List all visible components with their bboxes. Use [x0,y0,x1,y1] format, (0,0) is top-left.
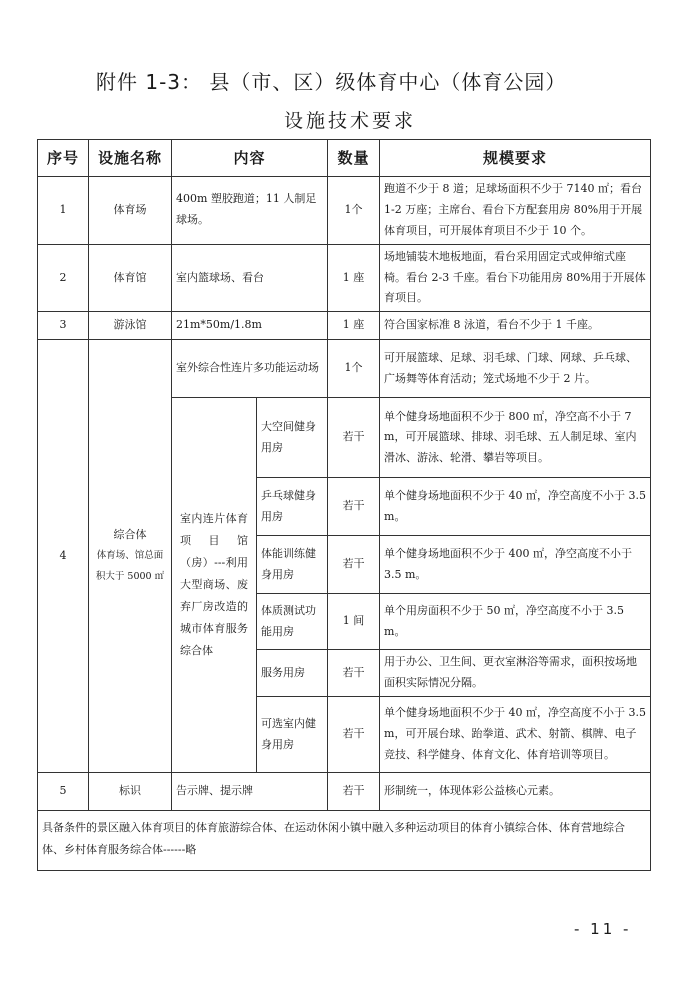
header-qty: 数量 [328,140,380,177]
row2-seq: 2 [38,244,89,312]
row1-content: 400m 塑胶跑道；11 人制足球场。 [172,177,328,245]
table-row [38,244,651,312]
row4-sub6-name: 可选室内健身用房 [257,697,328,773]
row5-seq: 5 [38,773,89,811]
table-note-row [38,811,651,871]
row4-sub5-name: 服务用房 [257,650,328,697]
row5-req: 形制统一，体现体彩公益核心元素。 [380,773,651,811]
row4-outdoor-req: 可开展篮球、足球、羽毛球、门球、网球、乒乓球、广场舞等体育活动；笼式场地不少于 2 片。 [380,340,651,398]
row3-seq: 3 [38,312,89,340]
header-content: 内容 [172,140,328,177]
header-seq: 序号 [38,140,89,177]
row4-sub1-req: 单个健身场地面积不少于 800 ㎡，净空高不小于 7 m，可开展篮球、排球、羽毛球、五人制足球、室内滑冰、游泳、轮滑、攀岩等项目。 [380,398,651,478]
row4-sub4-qty: 1 间 [328,594,380,650]
row5-name: 标识 [89,773,172,811]
table-row [38,177,651,245]
row2-req: 场地铺装木地板地面，看台采用固定式或伸缩式座椅。看台 2-3 千座。看台下功能用房 80%用于开展体育项目。 [380,244,651,312]
row4-sub2-qty: 若干 [328,478,380,536]
row5-qty: 若干 [328,773,380,811]
row1-req: 跑道不少于 8 道；足球场面积不少于 7140 ㎡；看台 1-2 万座；主席台、看台下方配套用房 80%用于开展体育项目，可开展体育项目不少于 10 个。 [380,177,651,245]
row4-outdoor-qty: 1个 [328,340,380,398]
table-row [38,773,651,811]
row4-name: 综合体 [113,527,147,541]
row4-sub1-qty: 若干 [328,398,380,478]
row4-sub6-qty: 若干 [328,697,380,773]
row4-sub6-req: 单个健身场地面积不少于 40 ㎡，净空高度不小于 3.5 m，可开展台球、跆拳道、武术、射箭、棋牌、电子竞技、科学健身、体育文化、体育培训等项目。 [380,697,651,773]
row2-content: 室内篮球场、看台 [172,244,328,312]
row4-outdoor-content: 室外综合性连片多功能运动场 [172,340,328,398]
row4-sub5-req: 用于办公、卫生间、更衣室淋浴等需求，面积按场地面积实际情况分隔。 [380,650,651,697]
row4-sub3-qty: 若干 [328,536,380,594]
row1-seq: 1 [38,177,89,245]
row1-qty: 1个 [328,177,380,245]
header-name: 设施名称 [89,140,172,177]
row4-sub4-name: 体质测试功能用房 [257,594,328,650]
row3-content: 21m*50m/1.8m [172,312,328,340]
row4-sub3-name: 体能训练健身用房 [257,536,328,594]
table-row [38,312,651,340]
row4-sub2-name: 乒乓球健身用房 [257,478,328,536]
table-row [38,340,651,398]
row4-sub2-req: 单个健身场地面积不少于 40 ㎡，净空高度不小于 3.5 m。 [380,478,651,536]
facility-requirements-table [37,139,651,871]
header-req: 规模要求 [380,140,651,177]
table-header-row [38,140,651,177]
row4-seq: 4 [38,340,89,773]
row4-indoor-label: 室内连片体育项目馆（房）---利用大型商场、废弃厂房改造的城市体育服务综合体 [172,398,257,773]
document-title-line2: 设施技术要求 [283,110,416,132]
document-title-line1: 附件 1-3： 县（市、区）级体育中心（体育公园） [96,70,567,94]
row3-req: 符合国家标准 8 泳道，看台不少于 1 千座。 [380,312,651,340]
page-number: - 11 - [574,920,632,938]
row4-name-cell [89,340,172,773]
row4-name-sub: 体育场、馆总面积大于 5000 ㎡ [95,549,165,582]
row4-sub5-qty: 若干 [328,650,380,697]
row4-sub4-req: 单个用房面积不少于 50 ㎡，净空高度不小于 3.5 m。 [380,594,651,650]
table-note: 具备条件的景区融入体育项目的体育旅游综合体、在运动休闲小镇中融入多种运动项目的体育小镇综合体、体育营地综合体、乡村体育服务综合体------略 [38,811,651,871]
row5-content: 告示牌、提示牌 [172,773,328,811]
row4-sub1-name: 大空间健身用房 [257,398,328,478]
row2-qty: 1 座 [328,244,380,312]
row3-qty: 1 座 [328,312,380,340]
row1-name: 体育场 [89,177,172,245]
row4-sub3-req: 单个健身场地面积不少于 400 ㎡，净空高度不小于 3.5 m。 [380,536,651,594]
row3-name: 游泳馆 [89,312,172,340]
row2-name: 体育馆 [89,244,172,312]
